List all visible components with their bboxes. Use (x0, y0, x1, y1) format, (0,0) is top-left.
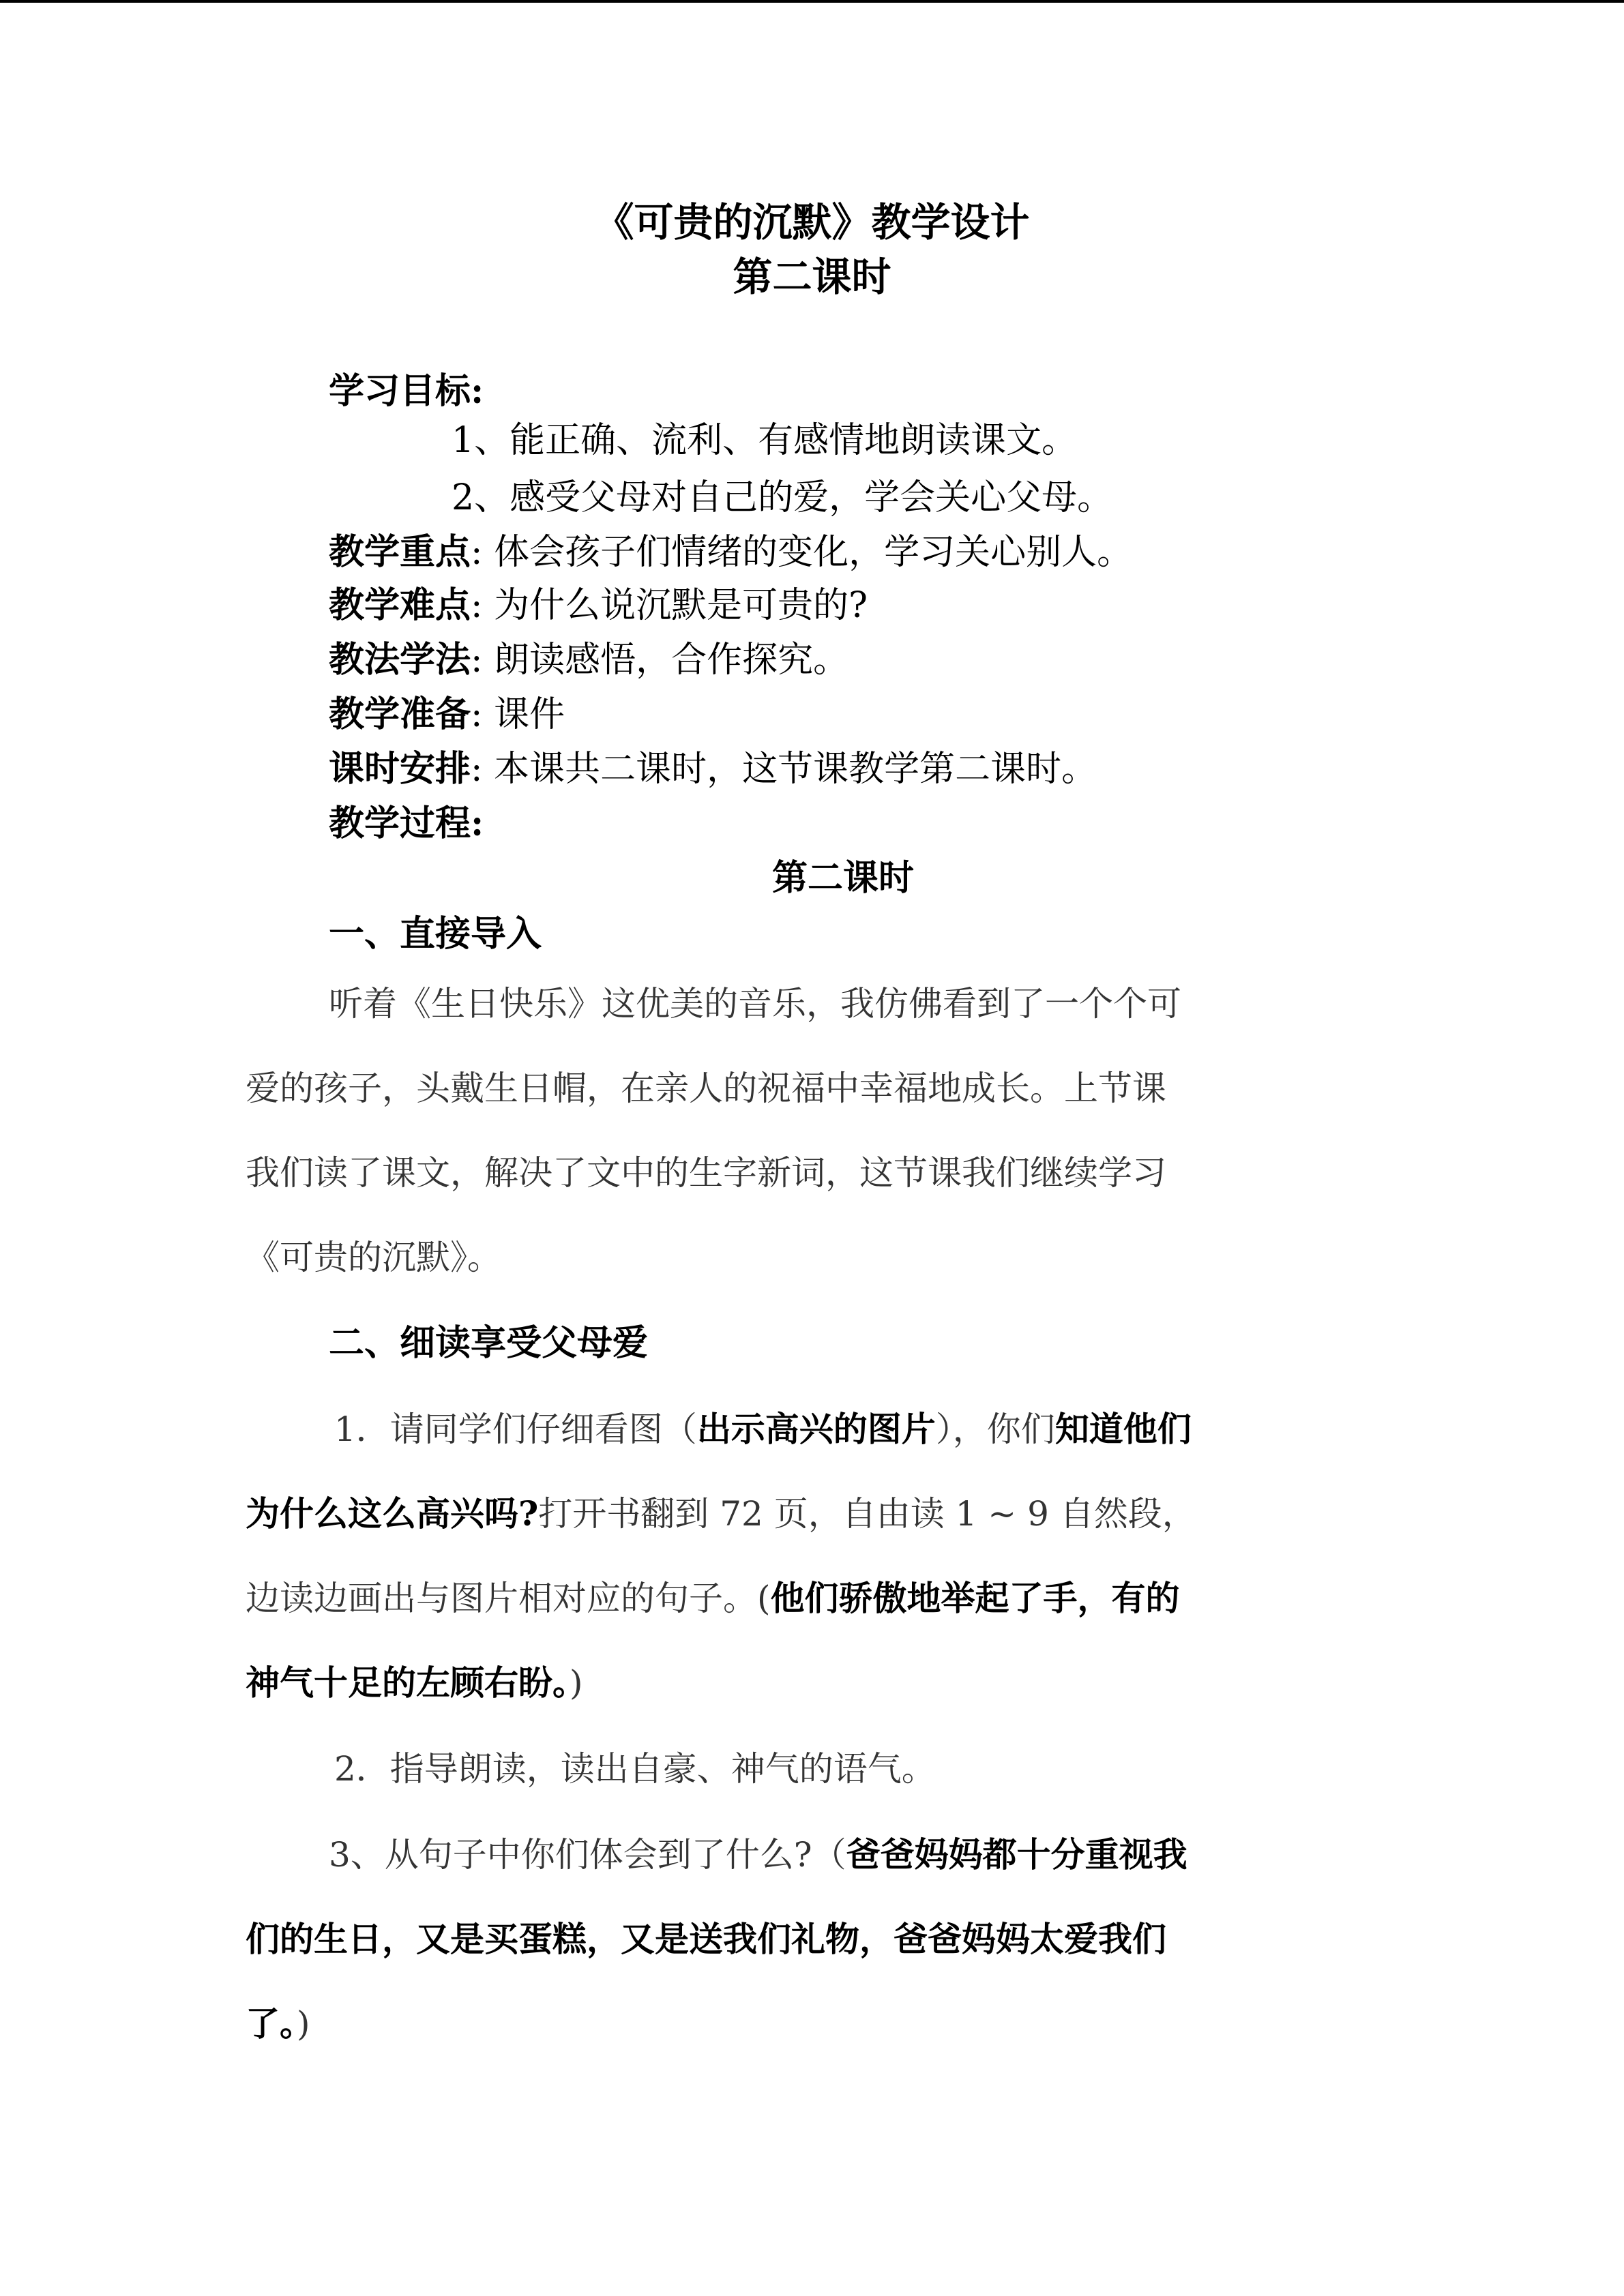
emphasis-text: 他们骄傲地举起了手，有的 (770, 1578, 1180, 1618)
objective-item-1: 1、能正确、流利、有感情地朗读课文。 (452, 420, 1078, 461)
text-run: ) (570, 1663, 583, 1703)
info-value: 课件 (494, 694, 565, 735)
emphasis-text: 为什么这么高兴吗? (246, 1493, 539, 1534)
section-2-para-3-line-3 (246, 2003, 310, 2044)
text-run: 边读边画出与图片相对应的句子。( (246, 1579, 771, 1618)
objective-item-2: 2、感受父母对自己的爱，学会关心父母。 (452, 477, 1113, 518)
emphasis-text: 们的生日，又是买蛋糕，又是送我们礼物，爸爸妈妈太爱我们 (246, 1919, 1166, 1959)
section-2-para-2: 2．指导朗读，读出自豪、神气的语气。 (334, 1749, 936, 1789)
section-1-line-3: 我们读了课文，解决了文中的生字新词，这节课我们继续学习 (246, 1153, 1166, 1193)
info-value: 本课共二课时，这节课教学第二课时。 (494, 749, 1097, 790)
emphasis-text: 出示高兴的图片 (696, 1409, 936, 1449)
info-label: 教学准备 (329, 694, 471, 735)
info-sep: : (471, 640, 483, 681)
info-label: 教学过程 (329, 803, 471, 844)
info-label: 教学难点 (329, 584, 471, 626)
info-row-schedule (329, 749, 1097, 790)
section-2-heading: 二、细读享受父母爱 (329, 1322, 649, 1364)
info-label: 教法学法 (329, 639, 471, 681)
section-2-para-1-line-3 (246, 1578, 1180, 1619)
text-run: 3、从句子中你们体会到了什么?（ (329, 1835, 846, 1875)
info-row-key-points (329, 532, 1132, 573)
section-2-para-1-line-4 (246, 1663, 583, 1703)
section-2-para-3-line-2 (246, 1919, 1166, 1960)
section-1-line-4: 《可贵的沉默》。 (246, 1238, 501, 1277)
info-label: 教学重点 (329, 531, 471, 573)
section-2-para-1-line-2 (246, 1493, 1196, 1534)
info-value: 体会孩子们情绪的变化，学习关心别人。 (494, 532, 1133, 573)
emphasis-text: 爸爸妈妈都十分重视我 (846, 1834, 1187, 1875)
info-value: 为什么说沉默是可贵的? (494, 585, 868, 626)
text-run: ），你们 (935, 1410, 1055, 1449)
info-sep: : (471, 585, 483, 626)
process-heading: 第二课时 (772, 857, 915, 899)
page-top-border (0, 0, 1624, 3)
info-sep: : (471, 694, 483, 735)
info-sep: : (471, 532, 483, 573)
info-label: 课时安排 (329, 748, 471, 790)
info-row-methods (329, 640, 848, 681)
section-1-line-1: 听着《生日快乐》这优美的音乐，我仿佛看到了一个个可 (329, 984, 1181, 1024)
emphasis-text: 神气十足的左顾右盼。 (246, 1663, 570, 1703)
info-value: 朗读感悟，合作探究。 (494, 640, 849, 681)
objectives-label: 学习目标: (329, 370, 484, 412)
text-run: ) (297, 2004, 310, 2044)
info-row-difficulties (329, 585, 868, 626)
section-2-para-3-line-1 (329, 1834, 1187, 1875)
section-2-para-1-line-1 (334, 1409, 1192, 1450)
emphasis-text: 知道他们 (1054, 1409, 1192, 1449)
info-sep: : (471, 803, 484, 844)
section-1-line-2: 爱的孩子，头戴生日帽，在亲人的祝福中幸福地成长。上节课 (246, 1069, 1166, 1108)
section-1-heading: 一、直接导入 (329, 913, 542, 955)
text-run: 打开书翻到 72 页，自由读 1 ~ 9 自然段， (538, 1494, 1196, 1534)
info-row-preparation (329, 694, 565, 735)
info-row-process (329, 803, 484, 844)
document-title: 《可贵的沉默》教学设计 (594, 199, 1030, 245)
text-run: 1．请同学们仔细看图（ (334, 1410, 697, 1449)
info-sep: : (471, 749, 483, 790)
document-subtitle: 第二课时 (733, 254, 891, 300)
emphasis-text: 了。 (246, 2003, 297, 2044)
